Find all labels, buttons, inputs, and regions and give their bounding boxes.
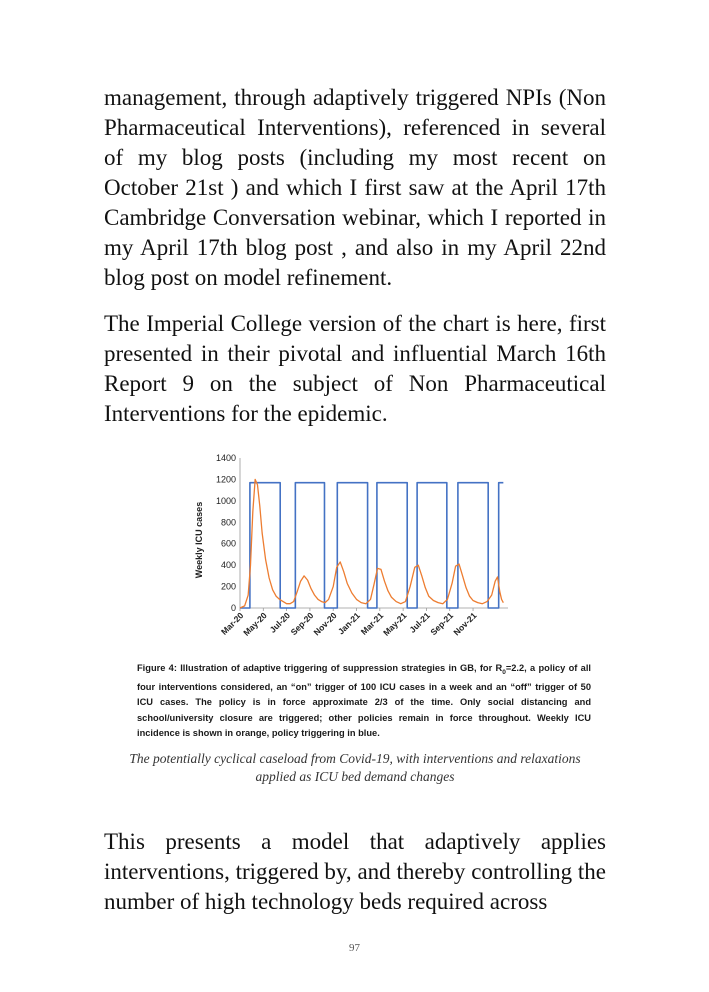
- chart-y-tick-label: 400: [220, 560, 236, 571]
- chart-x-tick-label: Sep-21: [428, 610, 456, 638]
- chart-x-tick-label: Nov-20: [311, 610, 339, 638]
- policy-triggering-line: [240, 483, 503, 608]
- page-number: 97: [349, 942, 360, 954]
- chart-y-tick-label: 0: [230, 603, 236, 613]
- chart-axes: [216, 453, 508, 638]
- body-paragraph-1: management, through adaptively triggered NPIs (Non Pharmaceutical Interventions), referenced in several of my blog posts (including my most recent on October 21st ) and which I first saw at the April 17th Cambridge Conversation webinar, which I reported in my April 17th blog post , and also in my April 22nd blog post on model refinement.: [104, 85, 606, 290]
- chart-x-tick-label: Sep-20: [288, 610, 316, 638]
- body-paragraph-3: This presents a model that adaptively applies interventions, triggered by, and thereby controlling the number of high technology beds required across: [104, 829, 606, 914]
- chart-y-tick-label: 1200: [215, 474, 236, 485]
- figure-caption-subscript: 0: [502, 668, 506, 676]
- chart-x-tick-label: Mar-20: [218, 610, 246, 637]
- chart-x-tick-label: May-20: [241, 610, 269, 638]
- chart-series: [240, 479, 503, 608]
- chart-y-tick-label: 200: [220, 581, 236, 592]
- chart-x-tick-label: Nov-21: [451, 610, 479, 638]
- chart-y-axis-label: Weekly ICU cases: [194, 501, 204, 579]
- chart-x-tick-label: Jul-21: [407, 610, 432, 635]
- chart-x-tick-label: Mar-21: [358, 610, 386, 637]
- chart-y-tick-label: 1400: [215, 453, 236, 463]
- icu-chart: [190, 448, 520, 648]
- figure-caption: [137, 661, 591, 741]
- chart-y-tick-label: 600: [220, 538, 236, 549]
- figure-subcaption: The potentially cyclical caseload from Covid-19, with interventions and relaxations applied as ICU bed demand changes: [129, 751, 581, 784]
- body-paragraph-2: The Imperial College version of the chart is here, first presented in their pivotal and influential March 16th Report 9 on the subject of Non Pharmaceutical Interventions for the epidemic.: [104, 311, 606, 426]
- figure-caption-rest: =2.2, a policy of all four interventions considered, an “on” trigger of 100 ICU cases in a week and an “off” trigger of 50 ICU cases. The policy is in force approximate 2/3 of the time. Only social distancing and school/university closure are triggered; other policies remain in force throughout. Weekly ICU incidence is shown in orange, policy triggering in blue.: [137, 663, 591, 739]
- chart-x-tick-label: Jan-21: [335, 610, 362, 637]
- chart-y-tick-label: 800: [220, 517, 236, 528]
- chart-y-tick-label: 1000: [215, 495, 236, 506]
- figure-caption-prefix: Figure 4: Illustration of adaptive triggering of suppression strategies in GB, for R: [137, 663, 503, 673]
- chart-x-tick-label: May-21: [381, 610, 409, 638]
- chart-x-tick-label: Jul-20: [267, 610, 293, 635]
